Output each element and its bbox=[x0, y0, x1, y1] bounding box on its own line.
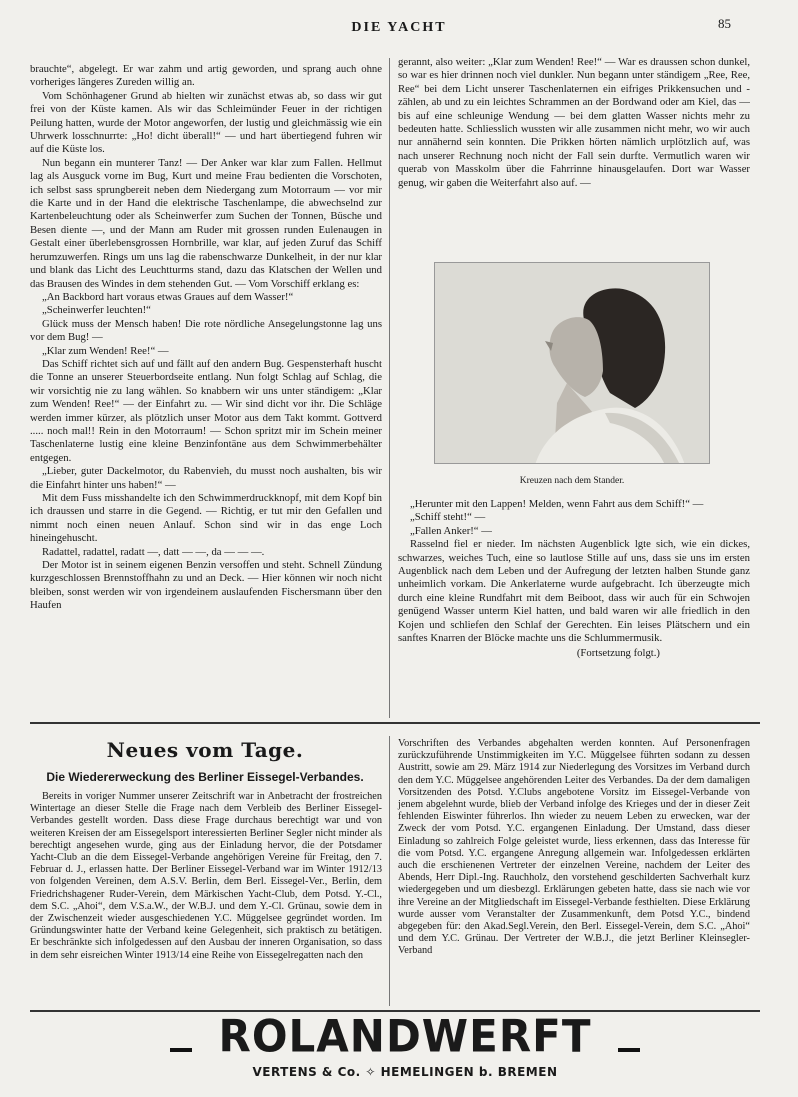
left-column-paragraph: „Klar zum Wenden! Ree!“ — bbox=[42, 344, 169, 357]
news-headline: Die Wiedererweckung des Berliner Eissegel-Verbandes. bbox=[46, 770, 364, 784]
ad-company-line: VERTENS & Co. ✧ HEMELINGEN b. BREMEN bbox=[252, 1065, 558, 1079]
article-right-column-bottom bbox=[398, 498, 750, 661]
left-column-paragraph: Glück muss der Mensch haben! Die rote nördliche Ansegelungstonne lag uns vor dem Bug! — bbox=[30, 317, 382, 344]
left-column-paragraph: „Scheinwerfer leuchten!“ bbox=[42, 304, 151, 317]
ad-brand-name: ROLANDWERFT bbox=[218, 1010, 592, 1063]
article-right-column-top bbox=[398, 56, 750, 190]
left-column-paragraph: Das Schiff richtet sich auf und fällt auf den andern Bug. Gespensterhaft huscht die Tonne an unserer Steuerbordseite entlang. Nun folgt Schlag auf Schlag, die wir vorsichtig nie zu lang wählen. So knabbern wir uns unter ständigem: „Klar zum Wenden! Ree!“ — der Einfahrt zu. — Wir sind dicht vor ihr. Die Schläge werden immer kürzer, als plötzlich unser Motor aus dem Takt kommt. Gottverd ..... noch mal!! Rein in den Motorraum! — Schon spritzt mir im Schein meiner Taschenlaterne lustig eine kleine Benzinfontäne aus dem Schwimmerbehälter entgegen. bbox=[30, 357, 382, 464]
news-right-text: Vorschriften des Verbandes abgehalten werden konnten. Auf Personenfragen zurückzuführende Unstimmigkeiten im Y.C. Müggelsee führten sodann zu dessen Austritt, sowie am 29. März 1914 zur Niederlegung des Vorsitzes im Verband durch den dem Y.C. Müggelsee angehörenden Leiter des Verbandes. Da der dem damaligen Vorsitzenden des Potsd. Y.Clubs angebotene Vorsitz im Eissegel-Verbande von jenem abgelehnt wurde, blieb der Verband infolge des Krieges und der in dieser Zeit fehlenden Eiswinter führerlos. Ihn wieder zu neuem Leben zu erwecken, war der Zweck der vom Potsd. Y.C. ergangenen Einladung. Der Umstand, dass dieser Einladung so zahlreich Folge geleistet wurde, liess erkennen, dass das Interesse für die vom Potsd. Y.C. ergangene Anregung allgemein war. Infolgedessen erklärten auch die erschienenen Vertreter der einzelnen Vereine, nachdem der Leiter des Abends, Herr Dipl.-Ing. Rauchholz, den vorstehend geschilderten Sachverhalt kurz wiedergegeben und um diesbezgl. Erklärungen gebeten hatte, dass sie nach wie vor ihre Vereine an der Mitgliedschaft im Eissegel-Verbande festhielten. Diese Erklärung wurde ausser vom Veranstalter der Zusammenkunft, dem Potsd Y.C., bindend abgegeben für: den Akad.Segl.Verein, den Berl. Eissegel-Verein, dem S.C. „Ahoi“ und dem Y.C. Grünau. Der Vertreter der W.B.J., die jetzt Berliner Kleinsegler-Verband bbox=[398, 738, 750, 957]
left-column-paragraph: Mit dem Fuss misshandelte ich den Schwimmerdruckknopf, mit dem Kopf bin ich draussen und starre in die Gegend. — Richtig, er tut mir den Gefallen und nimmt noch einen neuen Anlauf. Schon sind wir in das enge Loch hineingehuscht. bbox=[30, 492, 382, 545]
left-column-paragraph: Nun begann ein munterer Tanz! — Der Anker war klar zum Fallen. Hellmut lag als Ausguck vorne im Bug, Kurt und meine Frau bedienten die Vorschoten, ich selbst sass sprungbereit neben dem Niedergang zum Motorraum — vor mir die Karte und in der Hand die elektrische Taschenlampe, die abwechselnd zur Kartenbeleuchtung oder als Scheinwerfer zum Suchen der Tonnen, Büsche und Besen diente —, und der Mann am Ruder mit grossen runden Eulenaugen in Gestalt einer überlebensgrossen Hornbrille, war klar, auf jeden Zuruf das Schiff herumzuwerfen. Rings um uns lag die rabenschwarze Dunkelheit, in der nur klar und blank das Licht des Leuchtturms stand, dazu das Klatschen der Wellen und das Brausen des Windes in dem stehenden Gut. — Vom Vorschiff erklang es: bbox=[30, 156, 382, 290]
left-column-paragraph: „Lieber, guter Dackelmotor, du Rabenvieh, du musst noch aushalten, bis wir die Einfahrt hinter uns haben!“ — bbox=[30, 465, 382, 491]
running-head: DIE YACHT bbox=[351, 20, 447, 35]
ad-ornament-right bbox=[618, 1048, 640, 1052]
left-column-paragraph: brauchte“, abgelegt. Er war zahm und artig geworden, und sprang auch ohne vorheriges längeres Zureden willig an. bbox=[30, 63, 382, 89]
news-section-title: Neues vom Tage. bbox=[106, 738, 304, 762]
news-column-divider bbox=[389, 736, 390, 1006]
left-column-paragraph: Vom Schönhagener Grund ab hielten wir zunächst etwas ab, so dass wir gut frei von der Küste kamen. Als wir das Schleimünder Feuer in der richtigen Peilung hatten, wurde der Motor angeworfen, der lustig und gleichmässig wie ein Uhrwerk losschnurrte: „Ho! dicht überall!“ — und hart übertiegend fuhren wir auf die Küste los. bbox=[30, 89, 382, 156]
news-right-column bbox=[398, 738, 750, 958]
news-left-column bbox=[30, 791, 382, 962]
column-divider bbox=[389, 58, 390, 718]
page-number: 85 bbox=[718, 16, 731, 31]
left-column-paragraph: Der Motor ist in seinem eigenen Benzin versoffen und steht. Schnell Zündung kurzgeschlossen Brennstoffhahn zu und an Deck. — Hier können wir noch nicht bleiben, sonst werden wir von irgendeinem auslaufenden Fischersmann über den Haufen bbox=[30, 559, 382, 612]
photo-woman-looking-up bbox=[434, 262, 710, 464]
left-column-paragraph: „An Backbord hart voraus etwas Graues auf dem Wasser!“ bbox=[42, 290, 294, 303]
photo-caption: Kreuzen nach dem Stander. bbox=[519, 476, 625, 486]
section-rule bbox=[30, 722, 760, 724]
right-top-paragraph: gerannt, also weiter: „Klar zum Wenden! Ree!“ — War es draussen schon dunkel, so war es hier drinnen noch viel dunkler. Nun begann unter ständigem „Ree, Ree, Ree“ bei dem Licht unserer Taschenlaternen ein eifriges Prikkensuchen und -zählen, ab und zu ein leichtes Schrammen an der Bordwand oder am Kiel, das — bis auf eine schleunige Wendung — bei dem glatten Wasser nichts mehr zu bedeuten hatte. Schliesslich wussten wir alle zusammen nicht mehr, wo wir auch nur annähernd sein konnten. Die Prikken hörten nämlich urplötzlich auf, was nach unserer Rechnung noch nicht der Fall sein durfte. Vermutlich waren wir querab von Masskolm über die Fahrrinne hinausgelaufen. Dort war Wasser genug, wir gaben die Weiterfahrt also auf. — bbox=[398, 56, 750, 189]
continued-note: (Fortsetzung folgt.) bbox=[576, 647, 660, 660]
right-bottom-paragraph: Rasselnd fiel er nieder. Im nächsten Augenblick lgte sich, wie ein dickes, schwarzes, weiches Tuch, eine so lautlose Stille auf uns, dass sie uns im ersten Augenblick nach dem Leben und der Aufregung der letzten halben Stunde ganz unheimlich vorkam. Die Ankerlaterne wurde aufgebracht. Ich überzeugte mich durch eine kleine Rundfahrt mit dem Beiboot, dass wir auch für ein Schwojen genügend Wasser unterm Kiel hatten, und bald waren wir alle friedlich in den Kojen und schliefen den Schlaf der Gerechten. Ein leises Plätschern und ein sanftes Knarren der Blöcke machte uns die Schlummermusik. bbox=[398, 538, 750, 645]
right-bottom-paragraph: „Herunter mit den Lappen! Melden, wenn Fahrt aus dem Schiff!“ — bbox=[410, 498, 704, 510]
left-column-paragraph: Radattel, radattel, radatt —, datt — —, da — — —. bbox=[42, 545, 265, 558]
article-left-column bbox=[30, 63, 382, 613]
right-bottom-paragraph: „Fallen Anker!“ — bbox=[410, 524, 492, 537]
news-left-text: Bereits in voriger Nummer unserer Zeitschrift war in Anbetracht der frostreichen Wintertage an dieser Stelle die Frage nach dem Verbleib des Berliner Eissegel-Verbandes gestellt worden. Dass diese Frage durchaus berechtigt war und von weiteren Kreisen der am Eissegelsport interessierten Berliner Segler nicht minder als berechtigt angesehen wurde, ging aus der Einladung hervor, die der Potsdamer Yacht-Club an die dem Eissegel-Verbande angehörigen Vereine für Freitag, den 7. Februar d. J., erlassen hatte. Der Berliner Eissegel-Verband war im Winter 1912/13 von folgenden Vereinen, dem A.S.V. Berlin, dem Berl. Eissegel-Ver., Berlin, dem Friedrichshagener Ruder-Verein, dem Märkischen Yacht-Club, dem Potsd. Y.-Cl., dem S.C. „Ahoi“, dem V.S.a.W., der W.B.J. und dem Y.-Cl. Grünau, sowie dem in der Zwischenzeit wieder ausgeschiedenen Y.C. Müggelsee gegründet worden. Im Gründungswinter hatte der Verband keine Gelegenheit, sich praktisch zu betätigen. Er beschränkte sich infolgedessen auf den Ausbau der inneren Organisation, so dass in dem sehr eisreichen Winter 1913/14 eine Reihe von Eissegelregatten nach den bbox=[30, 791, 382, 961]
right-bottom-paragraph: „Schiff steht!“ — bbox=[410, 511, 486, 524]
photo-illustration bbox=[435, 263, 710, 464]
